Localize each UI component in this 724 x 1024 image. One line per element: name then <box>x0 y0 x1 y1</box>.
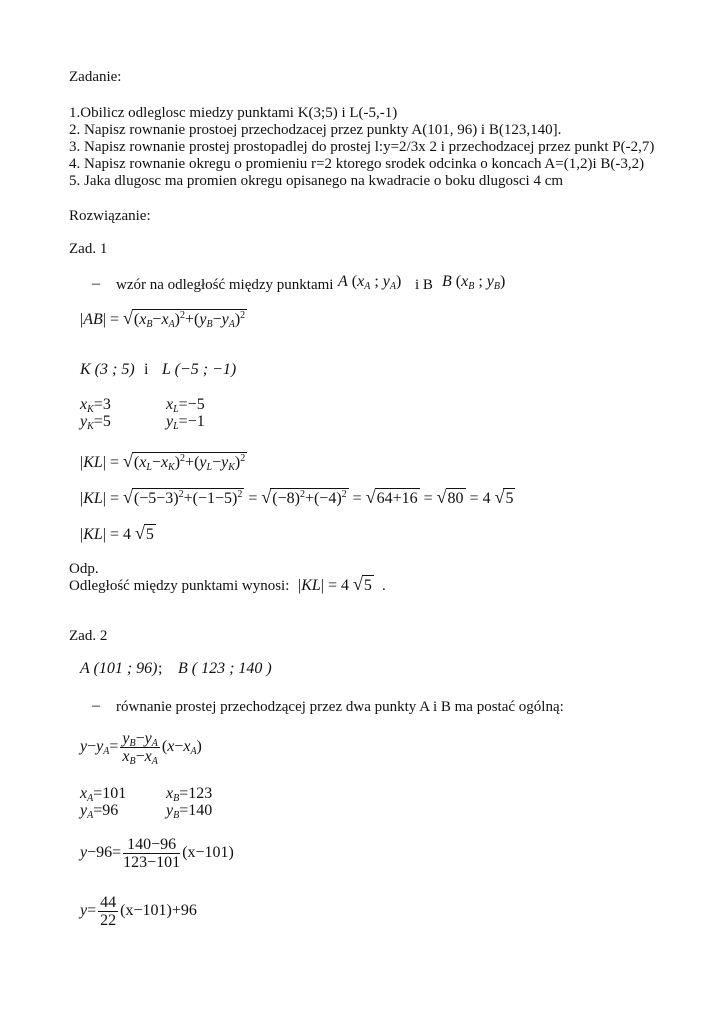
zad1-heading: Zad. 1 <box>69 241 108 257</box>
substituted-equation: y−96= $\frac{140-96}{123-101}$ (x−101) <box>80 836 234 871</box>
point-separator: ; <box>158 660 163 677</box>
bullet-dash: – <box>92 697 100 714</box>
distance-formula: $|AB| = √(x_B-x_A)^2+(y_B-y_A)^2$ <box>80 308 246 330</box>
ya-value: $y_A=96$ <box>80 802 119 821</box>
task-item: 3. Napisz rownanie prostej prostopadlej do prostej l:y=2/3x 2 i przechodzacej przez punkt P(-2,7) <box>69 139 655 155</box>
solution-heading: Rozwiązanie: <box>69 208 151 224</box>
two-point-formula: $y-y_A=$ $\frac{y_B-y_A}{x_B-x_A}$ $(x-x_A)$ <box>80 730 202 767</box>
zad1-bullet-text: wzór na odległość między punktami <box>116 277 334 293</box>
yk-value: $y_K=5$ <box>80 413 111 432</box>
answer-label: Odp. <box>69 561 99 577</box>
and-word: i <box>144 361 149 378</box>
point-a-formula: A ($x_A$ ; $y_A$) <box>338 273 402 292</box>
yb-value: $y_B=140$ <box>166 802 213 821</box>
kl-result: |KL| = 4 √5 <box>80 523 154 543</box>
kl-computation: $|KL| = √(-5-3)^2+(-1-5)^2 = √(-8)^2+(-4)^2 = √64+16 = √80 = 4$ √5 <box>80 487 514 507</box>
task-item: 5. Jaka dlugosc ma promien okregu opisanego na kwadracie o boku dlugosci 4 cm <box>69 173 564 189</box>
task-item: 1.Obilicz odleglosc miedzy punktami K(3;5) i L(-5,-1) <box>69 105 398 121</box>
xl-value: $x_L=-5$ <box>166 396 205 415</box>
zad2-bullet-text: równanie prostej przechodzącej przez dwa punkty A i B ma postać ogólną: <box>116 699 564 715</box>
task-item: 4. Napisz rownanie okregu o promieniu r=2 ktorego srodek odcinka o koncach A=(1,2)i B(-3,2) <box>69 156 645 172</box>
point-l: L (−5 ; −1) <box>162 361 237 378</box>
zad2-heading: Zad. 2 <box>69 628 108 644</box>
xk-value: $x_K=3$ <box>80 396 111 415</box>
point-k: K (3 ; 5) <box>80 361 135 378</box>
bullet-dash: – <box>92 275 100 292</box>
point-a: A (101 ; 96) <box>80 660 158 677</box>
zad1-bullet-and: i B <box>415 277 433 293</box>
point-b: B ( 123 ; 140 ) <box>178 660 272 677</box>
xb-value: $x_B=123$ <box>166 785 213 804</box>
xa-value: $x_A=101$ <box>80 785 127 804</box>
kl-formula: $|KL| = √(x_L-x_K)^2+(y_L-y_K)^2$ <box>80 451 246 473</box>
point-b-formula: B ($x_B$ ; $y_B$) <box>442 273 506 292</box>
yl-value: $y_L=-1$ <box>166 413 205 432</box>
answer-text: Odległość między punktami wynosi: <box>69 578 290 594</box>
simplified-equation: y= $\frac{44}{22}$ (x−101)+96 <box>80 894 197 929</box>
task-item: 2. Napisz rownanie prostoej przechodzacej przez punkty A(101, 96) i B(123,140]. <box>69 122 562 138</box>
answer-value: |KL| = 4 √5 <box>298 574 372 594</box>
answer-end: . <box>382 578 386 594</box>
page-title: Zadanie: <box>69 69 122 85</box>
